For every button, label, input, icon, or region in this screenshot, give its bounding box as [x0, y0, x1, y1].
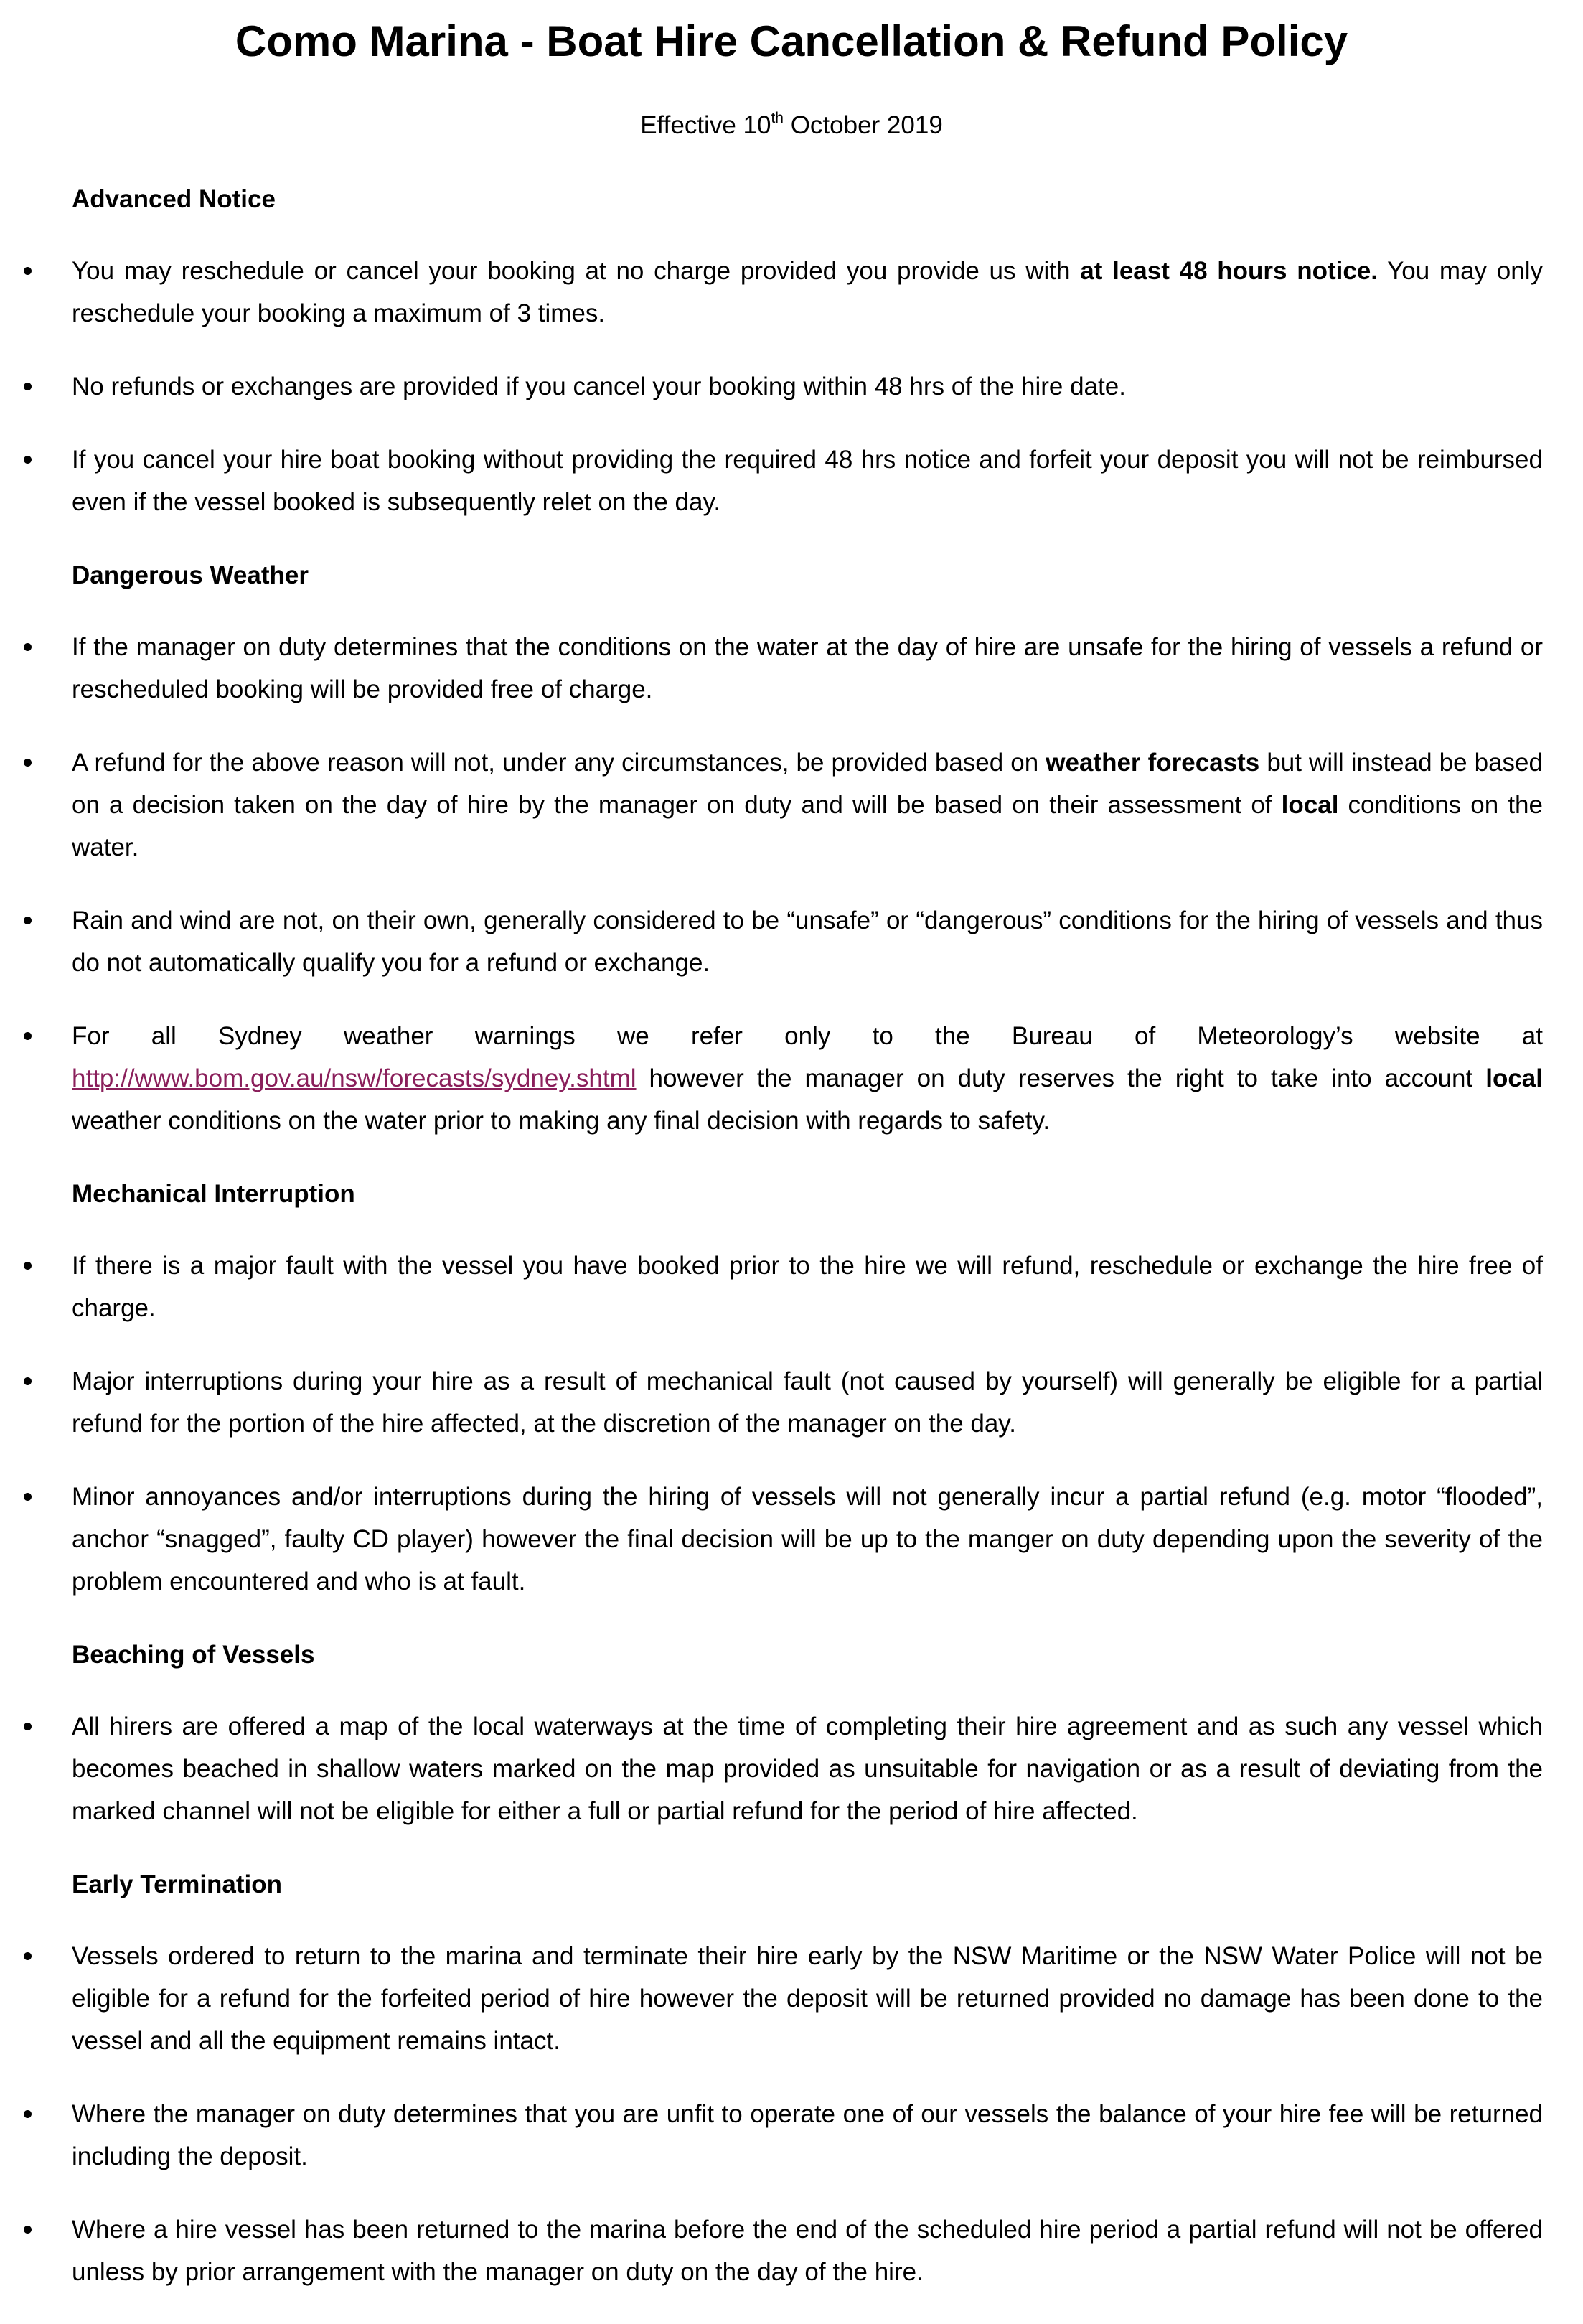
- effective-prefix: Effective 10: [640, 111, 771, 139]
- list-item: [72, 1476, 1543, 1603]
- bullet-text: Major interruptions during your hire as a result of mechanical fault (not caused by yourself) will generally be eligible for a partial refund for the portion of the hire affected, at the discretion of the manager on the day.: [72, 1367, 1543, 1438]
- list-item: [72, 1935, 1543, 2062]
- bullet-text: but will instead be based on a decision taken on the day of hire by the manager on duty and will be based on their assessment of: [72, 749, 1543, 819]
- bullet-text: Where a hire vessel has been returned to the marina before the end of the scheduled hire period a partial refund will not be offered unless by prior arrangement with the manager on duty on the day of the hire.: [72, 2216, 1543, 2286]
- bullet-emphasis: local: [1485, 1064, 1543, 1092]
- section-heading-advanced-notice: Advanced Notice: [72, 185, 276, 213]
- bullet-text: Vessels ordered to return to the marina and terminate their hire early by the NSW Maritime or the NSW Water Police will not be eligible for a refund for the forfeited period of hire however the deposit will be returned provided no damage has been done to the vessel and all the equipment remains intact.: [72, 1942, 1543, 2055]
- bullet-text: You may only reschedule your booking a maximum of 3 times.: [72, 257, 1543, 327]
- section-heading-dangerous-weather: Dangerous Weather: [72, 561, 309, 589]
- bullet-text: For all Sydney weather warnings we refer only to the Bureau of Meteorology’s website at: [72, 1022, 1543, 1050]
- bullet-text: You may reschedule or cancel your booking at no charge provided you provide us with: [72, 257, 1081, 285]
- list-item: [72, 899, 1543, 984]
- policy-body: [72, 178, 1543, 2324]
- bullet-text: weather conditions on the water prior to making any final decision with regards to safety.: [72, 1107, 1051, 1135]
- advanced-notice-list: [72, 250, 1543, 523]
- bullet-text: All hirers are offered a map of the local waterways at the time of completing their hire agreement and as such any vessel which becomes beached in shallow waters marked on the map provided as unsuitable for navigation or as a result of deviating from the marked channel will not be eligible for either a full or partial refund for the period of hire affected.: [72, 1712, 1543, 1825]
- early-termination-list: [72, 1935, 1543, 2293]
- mechanical-interruption-list: [72, 1245, 1543, 1603]
- list-item: [72, 2208, 1543, 2293]
- bullet-emphasis: weather forecasts: [1046, 749, 1260, 777]
- section-heading-mechanical-interruption: Mechanical Interruption: [72, 1180, 355, 1208]
- list-item: [72, 741, 1543, 868]
- list-item: [72, 439, 1543, 523]
- bullet-text: conditions on the water.: [72, 791, 1543, 861]
- bullet-text: A refund for the above reason will not, under any circumstances, be provided based on: [72, 749, 1046, 777]
- list-item: [72, 626, 1543, 711]
- bullet-emphasis: local: [1281, 791, 1339, 819]
- bullet-text: If there is a major fault with the vessel you have booked prior to the hire we will refund, reschedule or exchange the hire free of charge.: [72, 1252, 1543, 1322]
- bullet-text: If you cancel your hire boat booking without providing the required 48 hrs notice and forfeit your deposit you will not be reimbursed even if the vessel booked is subsequently relet on the day.: [72, 446, 1543, 516]
- effective-ordinal: th: [771, 110, 784, 126]
- list-item: [72, 250, 1543, 334]
- bullet-text: Minor annoyances and/or interruptions during the hiring of vessels will not generally incur a partial refund (e.g. motor “flooded”, anchor “snagged”, faulty CD player) however the final decision will be up to the manger on duty depending upon the severity of the problem encountered and who is at fault.: [72, 1483, 1543, 1596]
- bullet-text: No refunds or exchanges are provided if you cancel your booking within 48 hrs of the hire date.: [72, 373, 1126, 400]
- list-item: [72, 2093, 1543, 2178]
- effective-suffix: October 2019: [783, 111, 943, 139]
- bullet-emphasis: at least 48 hours notice.: [1080, 257, 1378, 285]
- effective-date: [0, 108, 1583, 144]
- bullet-text: Rain and wind are not, on their own, generally considered to be “unsafe” or “dangerous” conditions for the hiring of vessels and thus do not automatically qualify you for a refund or exchange.: [72, 906, 1543, 977]
- list-item: [72, 1015, 1543, 1142]
- section-heading-beaching: Beaching of Vessels: [72, 1641, 315, 1669]
- dangerous-weather-list: [72, 626, 1543, 1142]
- page-title: Como Marina - Boat Hire Cancellation & Refund Policy: [235, 17, 1348, 65]
- beaching-list: [72, 1705, 1543, 1832]
- bullet-text: If the manager on duty determines that the conditions on the water at the day of hire are unsafe for the hiring of vessels a refund or rescheduled booking will be provided free of charge.: [72, 633, 1543, 703]
- list-item: [72, 1245, 1543, 1329]
- section-heading-early-termination: Early Termination: [72, 1870, 283, 1898]
- bullet-text: Where the manager on duty determines that you are unfit to operate one of our vessels the balance of your hire fee will be returned including the deposit.: [72, 2100, 1543, 2170]
- bom-forecast-link[interactable]: http://www.bom.gov.au/nsw/forecasts/sydney.shtml: [72, 1064, 637, 1092]
- list-item: [72, 1360, 1543, 1445]
- list-item: [72, 1705, 1543, 1832]
- bullet-text: however the manager on duty reserves the right to take into account: [636, 1064, 1486, 1092]
- list-item: [72, 365, 1543, 408]
